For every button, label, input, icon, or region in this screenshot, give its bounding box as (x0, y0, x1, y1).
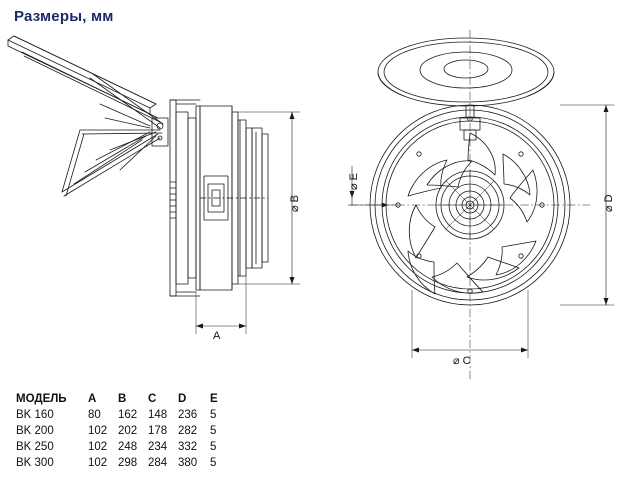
cell-d: 236 (178, 409, 198, 421)
table-row (16, 407, 230, 423)
header-a: A (88, 393, 97, 405)
header-e: E (210, 393, 218, 405)
cell-model: BK 160 (16, 409, 54, 421)
cell-b: 202 (118, 425, 138, 437)
cell-model: BK 250 (16, 441, 54, 453)
page-title: Размеры, мм (14, 8, 114, 25)
cell-d: 380 (178, 457, 198, 469)
cell-a: 80 (88, 409, 101, 421)
side-view-group (8, 36, 300, 334)
cell-b: 298 (118, 457, 138, 469)
cell-c: 234 (148, 441, 168, 453)
cell-e: 5 (210, 409, 217, 421)
front-view-group (348, 30, 614, 380)
header-d: D (178, 393, 187, 405)
impeller-blades (408, 133, 537, 294)
housing-section (170, 100, 268, 296)
header-model: МОДЕЛЬ (16, 393, 67, 405)
dimensions-table (16, 391, 230, 471)
cell-model: BK 300 (16, 457, 54, 469)
dimension-label-B: ⌀ B (289, 194, 301, 212)
cell-e: 5 (210, 457, 217, 469)
table-row (16, 423, 230, 439)
cell-b: 162 (118, 409, 138, 421)
cell-d: 332 (178, 441, 198, 453)
header-c: C (148, 393, 157, 405)
cell-a: 102 (88, 425, 108, 437)
cell-e: 5 (210, 425, 217, 437)
cell-c: 284 (148, 457, 168, 469)
cell-e: 5 (210, 441, 217, 453)
dimension-label-D: ⌀ D (603, 194, 615, 212)
dimension-label-A: A (213, 330, 221, 342)
cell-a: 102 (88, 457, 108, 469)
cell-b: 248 (118, 441, 138, 453)
table-row (16, 455, 230, 471)
header-b: B (118, 393, 127, 405)
cell-d: 282 (178, 425, 198, 437)
dimension-label-C: ⌀ C (453, 355, 471, 367)
cell-model: BK 200 (16, 425, 54, 437)
cell-c: 148 (148, 409, 168, 421)
damper-flap-front (378, 38, 554, 106)
damper-blade (8, 36, 160, 122)
damper-linkage (62, 74, 163, 196)
cell-a: 102 (88, 441, 108, 453)
dimension-label-E: ⌀ E (348, 172, 360, 190)
table-row (16, 439, 230, 455)
cell-c: 178 (148, 425, 168, 437)
table-header-row (16, 391, 230, 407)
